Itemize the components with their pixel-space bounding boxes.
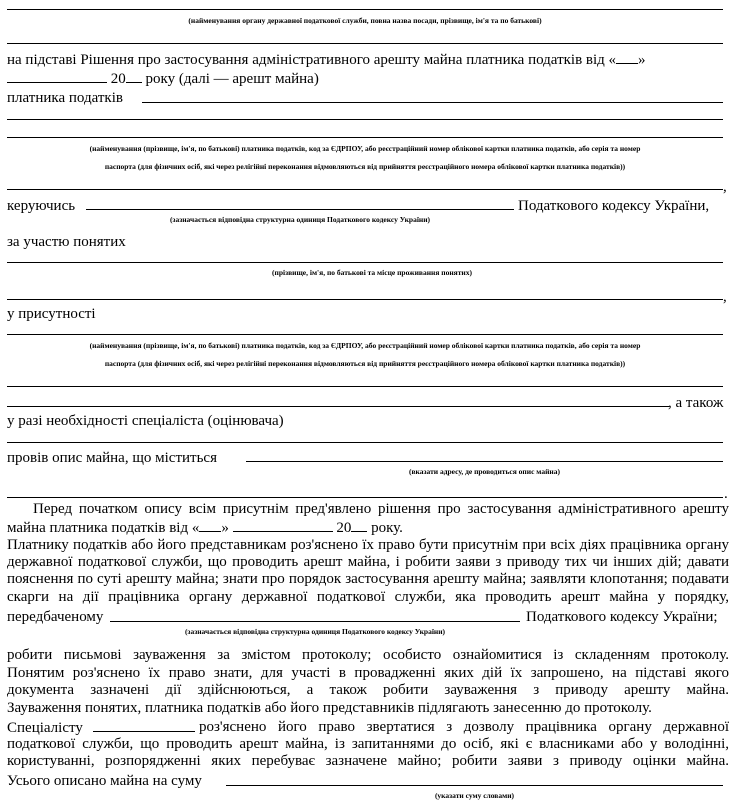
taxpayer-field-line-3[interactable]	[7, 137, 723, 138]
authority-field-line[interactable]	[7, 9, 723, 10]
decision-day-field[interactable]	[616, 52, 638, 64]
taxpayer-field-line[interactable]	[142, 102, 723, 103]
year-prefix: 20	[110, 71, 126, 87]
body-p4: Понятим роз'яснено їх право знати, для участі в провадженні яких дій їх запрошено, на підставі якого документа зазначені дії здійснюються, а також робити зауваження з приводу арешту майна.	[7, 665, 729, 699]
taxpayer-field-line-2[interactable]	[7, 119, 723, 120]
witnesses-field-line-2[interactable]	[7, 299, 723, 300]
body-p1b-year: 20	[336, 520, 352, 536]
taxpayer-field-line-4[interactable]	[7, 189, 723, 190]
body-p5: Зауваження понятих, платника податків або його представників підлягають занесенню до протоколу.	[7, 700, 652, 716]
also-text: , а також	[668, 395, 724, 411]
guided-label: керуючись	[7, 198, 76, 214]
taxpayer-caption-1: (найменування (прізвище, ім'я, по батькові) платника податків, код за ЄДРПОУ, або реєстраційний номер облікової картки платника податків, або серія та номер	[89, 144, 641, 153]
comma: ,	[723, 179, 727, 195]
presence-field-line[interactable]	[7, 334, 723, 335]
guided-tail: Податкового кодексу України,	[518, 198, 710, 214]
year-suffix: року (далі — арешт майна)	[145, 71, 319, 87]
specialist-label: у разі необхідності спеціаліста (оцінювача)	[7, 413, 284, 429]
body-p1b	[7, 519, 403, 537]
presence-field-line-2[interactable]	[7, 386, 723, 387]
p2-caption: (зазначається відповідна структурна одиниця Податкового кодексу України)	[184, 627, 446, 636]
witnesses-comma: ,	[723, 289, 727, 305]
intro-day-field[interactable]	[199, 520, 221, 532]
witnesses-label: за участю понятих	[7, 234, 126, 250]
taxpayer-label: платника податків	[7, 90, 123, 106]
tax-code-article-field[interactable]	[86, 209, 514, 210]
witnesses-field-line[interactable]	[7, 262, 723, 263]
presence-field-line-3[interactable]	[7, 406, 669, 407]
intro-year-field[interactable]	[351, 520, 367, 532]
decision-line	[7, 51, 646, 69]
inventory-label: провів опис майна, що міститься	[7, 450, 217, 466]
total-label: Усього описано майна на суму	[7, 773, 202, 789]
body-p2-tail-b: Податкового кодексу України;	[526, 609, 718, 625]
inventory-period: .	[724, 486, 728, 502]
total-caption: (указати суму словами)	[434, 791, 515, 800]
decision-year-field[interactable]	[126, 71, 142, 83]
body-p2-tail-a: передбаченому	[7, 609, 104, 625]
authority-field-line-2[interactable]	[7, 43, 723, 44]
p2-article-field[interactable]	[110, 621, 520, 622]
body-p6a: Спеціалісту	[7, 720, 83, 736]
presence-caption-2: паспорта (для фізичних осіб, які через релігійні переконання відмовляються від прийняття реєстраційного номера облікової картки платника податків))	[104, 359, 626, 368]
body-p2: Платнику податків або його представникам роз'яснено їх право бути присутнім при всіх діях працівника органу державної податкової служби, що проводить арешт майна, і робити заяви з приводу тих чи інших дій; давати пояснення по суті арешту майна; знати про порядок застосування арешту майна; заявляти клопотання; подавати скарги на дії працівника органу державної податкової служби, яка проводить арешт майна у порядку,	[7, 537, 729, 605]
authority-caption: (найменування органу державної податкової служби, повна назва посади, прізвище, ім'я та по батькові)	[188, 16, 542, 25]
body-p6b: роз'яснено його право звертатися з дозволу працівника органу державної податкової служби, що проводить арешт майна, із запитаннями до осіб, які є власниками або у володінні, користуванні, розпорядженні яких перебуває зазначене майно; робити заяви з приводу оцінки майна.	[7, 719, 729, 770]
specialist-field-line[interactable]	[7, 442, 723, 443]
witnesses-caption: (прізвище, ім'я, по батькові та місце проживання понятих)	[272, 268, 472, 277]
decision-text: на підставі Рішення про застосування адміністративного арешту майна платника податків від «	[7, 52, 617, 68]
body-p3: робити письмові зауваження за змістом протоколу; особисто ознайомитися із складенням протоколу.	[7, 647, 729, 663]
inventory-address-field[interactable]	[246, 461, 723, 462]
body-p1b-text: майна платника податків від «	[7, 520, 200, 536]
intro-month-field[interactable]	[233, 520, 333, 532]
decision-year-line	[7, 70, 319, 88]
body-p2-tail	[7, 608, 103, 626]
inventory-address-field-2[interactable]	[7, 497, 723, 498]
taxpayer-caption-2: паспорта (для фізичних осіб, які через релігійні переконання відмовляються від прийняття реєстраційного номера облікової картки платника податків))	[104, 162, 626, 171]
body-p1b-tail: року.	[371, 520, 403, 536]
inventory-caption: (вказати адресу, де проводиться опис майна)	[409, 467, 560, 476]
guided-caption: (зазначається відповідна структурна одиниця Податкового кодексу України)	[169, 215, 431, 224]
body-p1a: Перед початком опису всім присутнім пред'явлено рішення про застосування адміністративного арешту	[33, 501, 729, 517]
decision-month-field[interactable]	[7, 71, 107, 83]
presence-caption-1: (найменування (прізвище, ім'я, по батькові) платника податків, код за ЄДРПОУ, або реєстраційний номер облікової картки платника податків, або серія та номер	[89, 341, 641, 350]
total-sum-field[interactable]	[226, 785, 723, 786]
presence-label: у присутності	[7, 306, 96, 322]
decision-quote-close: »	[638, 52, 646, 68]
body-p1b-quote: »	[221, 520, 229, 536]
